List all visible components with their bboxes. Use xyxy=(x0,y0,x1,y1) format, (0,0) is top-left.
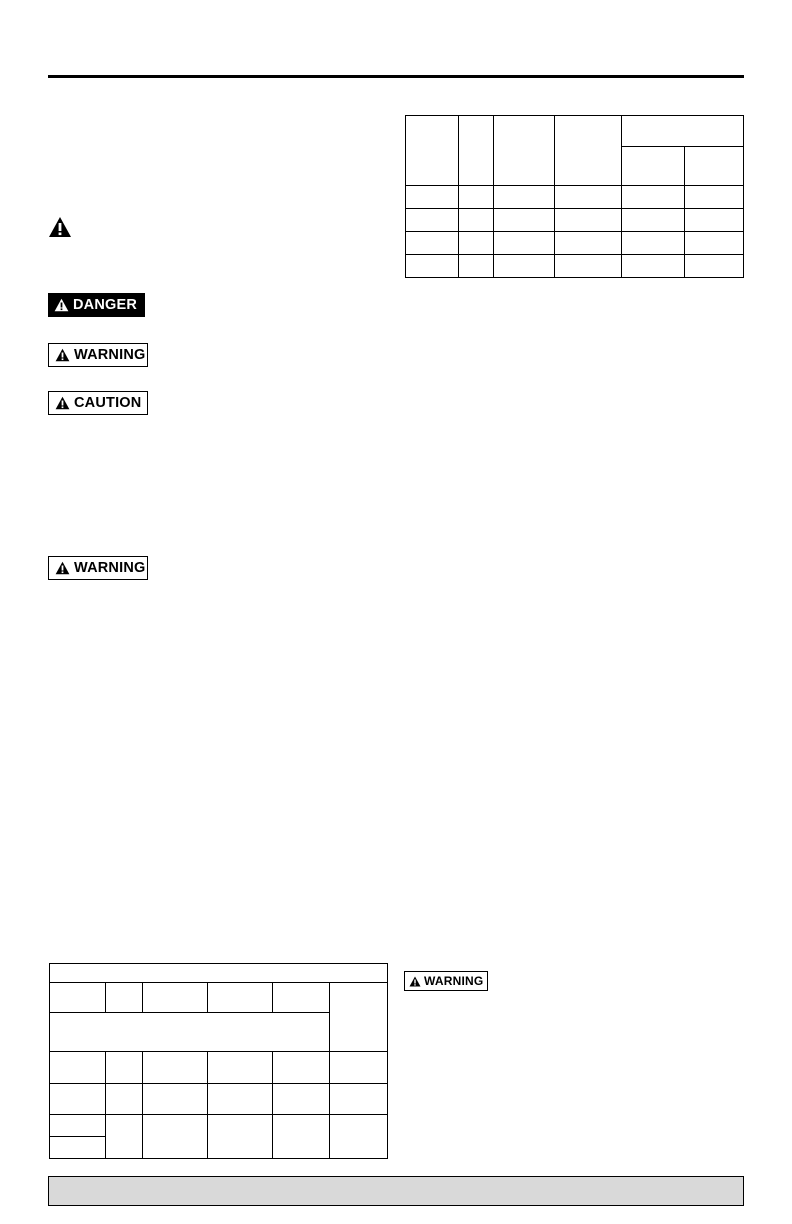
warning-triangle-icon xyxy=(54,298,69,312)
table-cell xyxy=(459,186,494,209)
table-cell xyxy=(494,255,555,278)
warning-triangle-icon xyxy=(55,561,70,575)
table-cell xyxy=(622,186,685,209)
caution-text: CAUTION xyxy=(74,395,142,411)
table-cell xyxy=(50,1052,106,1084)
table-cell xyxy=(494,116,555,186)
table-cell xyxy=(406,209,459,232)
table-cell xyxy=(685,232,744,255)
table-cell xyxy=(208,983,273,1013)
table-cell xyxy=(622,255,685,278)
table-cell xyxy=(273,1084,330,1115)
table-cell xyxy=(685,255,744,278)
table-cell xyxy=(106,1084,143,1115)
table-cell xyxy=(50,1013,330,1052)
table-cell xyxy=(555,209,622,232)
danger-text: DANGER xyxy=(73,297,138,313)
table-cell xyxy=(406,232,459,255)
warning-text: WARNING xyxy=(424,974,484,988)
table-cell xyxy=(50,1115,106,1137)
table-cell xyxy=(555,255,622,278)
warning-signal-label xyxy=(48,343,148,367)
table-cell xyxy=(459,209,494,232)
table-cell xyxy=(622,116,744,147)
table-cell xyxy=(555,186,622,209)
table-cell xyxy=(459,255,494,278)
caution-signal-label xyxy=(48,391,148,415)
table-cell xyxy=(50,1084,106,1115)
table-cell xyxy=(685,209,744,232)
table-cell xyxy=(273,983,330,1013)
table-cell xyxy=(208,1115,273,1159)
warning-triangle-icon xyxy=(55,348,70,362)
table-cell xyxy=(143,1115,208,1159)
warning-text: WARNING xyxy=(74,560,146,576)
table-title-row xyxy=(50,964,388,983)
table-cell xyxy=(50,983,106,1013)
table-cell xyxy=(106,983,143,1013)
table-cell xyxy=(622,209,685,232)
table-cell xyxy=(143,1084,208,1115)
table-cell xyxy=(494,186,555,209)
table-cell xyxy=(143,1052,208,1084)
table-cell xyxy=(685,147,744,186)
table-cell xyxy=(273,1052,330,1084)
table-cell xyxy=(406,186,459,209)
warning-triangle-icon xyxy=(48,216,72,238)
table-cell xyxy=(50,1137,106,1159)
spec-table xyxy=(405,115,744,278)
danger-signal-label xyxy=(48,293,145,317)
table-cell xyxy=(106,1115,143,1159)
table-cell xyxy=(273,1115,330,1159)
warning-text: WARNING xyxy=(74,347,146,363)
table-cell xyxy=(50,964,388,983)
table-cell xyxy=(330,1115,388,1159)
table-cell xyxy=(459,116,494,186)
warning-signal-label xyxy=(48,556,148,580)
table-cell xyxy=(208,1084,273,1115)
warning-signal-label xyxy=(404,971,488,991)
table-cell xyxy=(555,232,622,255)
table-row xyxy=(50,1084,388,1115)
table-cell xyxy=(406,116,459,186)
table-cell xyxy=(459,232,494,255)
table-cell xyxy=(330,983,388,1052)
table-cell xyxy=(494,232,555,255)
table-header-row xyxy=(406,116,744,147)
footer-bar xyxy=(48,1176,744,1206)
table-cell xyxy=(685,186,744,209)
table-cell xyxy=(494,209,555,232)
table-cell xyxy=(555,116,622,186)
warning-triangle-icon xyxy=(55,396,70,410)
header-rule xyxy=(48,75,744,78)
table-row xyxy=(406,232,744,255)
table-row xyxy=(406,255,744,278)
table-cell xyxy=(406,255,459,278)
table-row xyxy=(406,209,744,232)
table-cell xyxy=(330,1052,388,1084)
warning-triangle-icon xyxy=(409,976,421,987)
table-cell xyxy=(330,1084,388,1115)
table-cell xyxy=(622,232,685,255)
table-row xyxy=(50,1115,388,1137)
table-cell xyxy=(106,1052,143,1084)
table-cell xyxy=(143,983,208,1013)
table-cell xyxy=(622,147,685,186)
table-row xyxy=(406,186,744,209)
table-cell xyxy=(208,1052,273,1084)
table-header-row xyxy=(50,983,388,1013)
table-row xyxy=(50,1052,388,1084)
extension-cord-table xyxy=(49,963,388,1159)
